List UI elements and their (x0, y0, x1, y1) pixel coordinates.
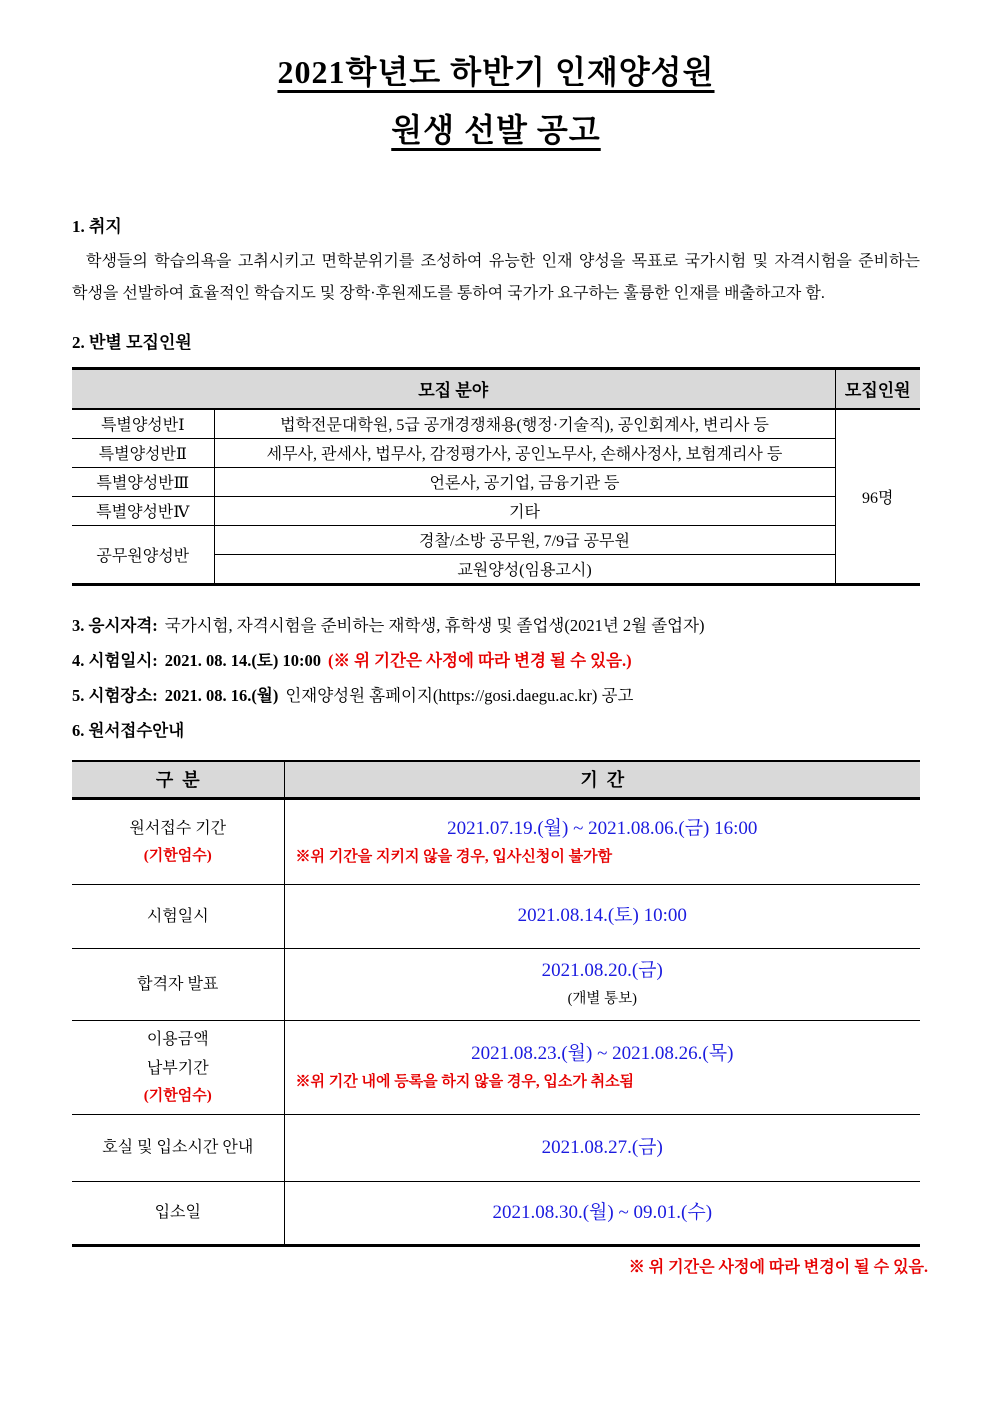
class-field: 교원양성(임용고시) (214, 554, 835, 584)
period-warning: ※위 기간 내에 등록을 하지 않을 경우, 입소가 취소됨 (295, 1074, 635, 1091)
section-recruit-heading: 2. 반별 모집인원 (72, 333, 192, 353)
period-warning: ※위 기간을 지키지 않을 경우, 입사신청이 불가함 (295, 848, 613, 865)
recruit-col-count: 모집인원 (835, 368, 920, 409)
section-application-heading: 6. 원서접수안내 (72, 720, 185, 740)
schedule-col-category: 구 분 (72, 761, 284, 799)
title-line-2: 원생 선발 공고 (391, 112, 601, 148)
table-row (72, 496, 920, 525)
schedule-period (284, 884, 920, 948)
table-row (72, 438, 920, 467)
class-field: 기타 (214, 496, 835, 525)
class-name: 공무원양성반 (72, 525, 214, 584)
table-row (72, 798, 920, 884)
period-date: 2021.08.14.(토) 10:00 (517, 905, 687, 927)
schedule-category: 호실 및 입소시간 안내 (72, 1114, 284, 1181)
item-label: 4. 시험일시: (72, 650, 158, 670)
schedule-category: 합격자 발표 (72, 948, 284, 1020)
recruit-col-field: 모집 분야 (72, 368, 835, 409)
table-row (72, 409, 920, 439)
table-row (72, 1020, 920, 1114)
class-field: 언론사, 공기업, 금융기관 등 (214, 467, 835, 496)
period-date: 2021.08.20.(금) (541, 960, 663, 982)
schedule-table (72, 760, 920, 1247)
class-field: 법학전문대학원, 5급 공개경쟁채용(행정·기술직), 공인회계사, 변리사 등 (214, 409, 835, 439)
category-deadline-note: (기한엄수) (143, 848, 212, 865)
item-label: 3. 응시자격: (72, 615, 158, 635)
schedule-category (72, 798, 284, 884)
item-text: 국가시험, 자격시험을 준비하는 재학생, 휴학생 및 졸업생(2021년 2월 졸업자) (164, 615, 705, 635)
recruit-table (72, 367, 920, 586)
item-date: 2021. 08. 14.(토) 10:00 (164, 650, 321, 670)
item-exam-datetime (72, 643, 920, 678)
class-name: 특별양성반Ⅲ (72, 467, 214, 496)
table-row (72, 525, 920, 554)
schedule-period (284, 1020, 920, 1114)
schedule-period (284, 798, 920, 884)
schedule-category (72, 1020, 284, 1114)
purpose-body: 학생들의 학습의욕을 고취시키고 면학분위기를 조성하여 유능한 인재 양성을 목표로 국가시험 및 자격시험을 준비하는 학생을 선발하여 효율적인 학습지도 및 장학·후원제도를 통하여 국가가 요구하는 훌륭한 인재를 배출하고자 함. (72, 253, 920, 303)
class-name: 특별양성반Ⅱ (72, 438, 214, 467)
table-row (72, 884, 920, 948)
recruit-table-header-row (72, 368, 920, 409)
schedule-table-header-row (72, 761, 920, 799)
class-field: 세무사, 관세사, 법무사, 감정평가사, 공인노무사, 손해사정사, 보험계리사 등 (214, 438, 835, 467)
table-row (72, 467, 920, 496)
item-eligibility (72, 608, 920, 643)
item-label: 5. 시험장소: (72, 685, 158, 705)
table-row (72, 1181, 920, 1245)
class-name: 특별양성반Ⅳ (72, 496, 214, 525)
period-date: 2021.07.19.(월) ~ 2021.08.06.(금) 16:00 (447, 817, 758, 839)
table-row (72, 948, 920, 1020)
category-name-line2: 납부기간 (146, 1060, 209, 1078)
class-name: 특별양성반Ⅰ (72, 409, 214, 439)
category-name: 원서접수 기간 (129, 820, 227, 838)
category-name: 이용금액 (146, 1031, 209, 1049)
schedule-col-period: 기 간 (284, 761, 920, 799)
item-warning: (※ 위 기간은 사정에 따라 변경 될 수 있음.) (327, 650, 632, 670)
footer-change-notice: ※ 위 기간은 사정에 따라 변경이 될 수 있음. (628, 1258, 928, 1276)
recruit-total: 96명 (835, 409, 920, 585)
category-deadline-note: (기한엄수) (143, 1088, 212, 1105)
period-subnote: (개별 통보) (567, 991, 637, 1008)
document-title (72, 56, 920, 172)
numbered-items (72, 608, 920, 748)
schedule-category: 입소일 (72, 1181, 284, 1245)
period-date: 2021.08.27.(금) (541, 1136, 663, 1158)
schedule-period (284, 948, 920, 1020)
item-date: 2021. 08. 16.(월) (164, 685, 279, 705)
period-date: 2021.08.23.(월) ~ 2021.08.26.(목) (471, 1043, 734, 1065)
item-text: 인재양성원 홈페이지(https://gosi.daegu.ac.kr) 공고 (285, 685, 634, 705)
title-line-1: 2021학년도 하반기 인재양성원 (277, 54, 715, 90)
schedule-category: 시험일시 (72, 884, 284, 948)
period-date: 2021.08.30.(월) ~ 09.01.(수) (492, 1201, 713, 1223)
class-field: 경찰/소방 공무원, 7/9급 공무원 (214, 525, 835, 554)
item-exam-place (72, 678, 920, 713)
schedule-period (284, 1181, 920, 1245)
schedule-period (284, 1114, 920, 1181)
table-row (72, 1114, 920, 1181)
section-purpose-heading: 1. 취지 (72, 217, 122, 236)
